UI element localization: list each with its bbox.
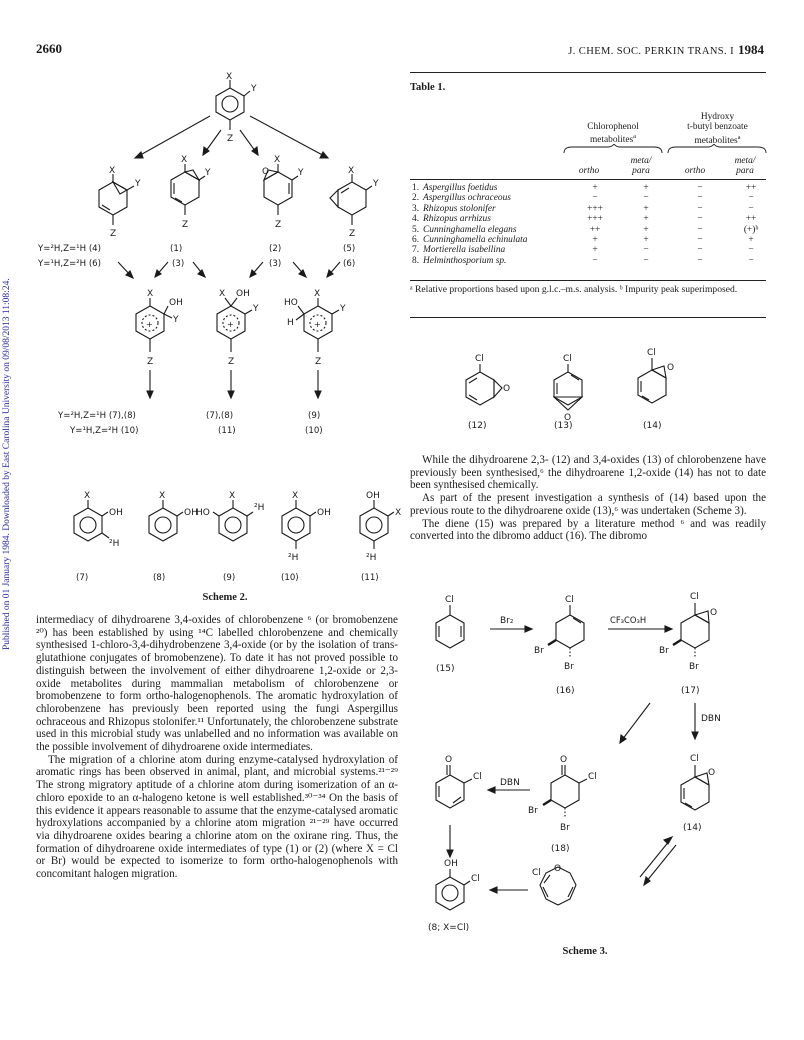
reagent-br2: Br₂ <box>500 616 514 626</box>
chlorophenol-meta-para: − <box>643 255 649 266</box>
hydroxy-ortho: − <box>697 183 703 193</box>
svg-text:Z: Z <box>147 357 154 367</box>
row-number: 4. <box>412 214 420 225</box>
col-ortho-2: ortho <box>684 166 706 176</box>
svg-text:(9): (9) <box>308 411 321 421</box>
svg-text:(3): (3) <box>269 259 282 269</box>
svg-text:(10): (10) <box>281 573 299 583</box>
table-footnote: ᵃ Relative proportions based upon g.l.c.–m.s. analysis. ᵇ Impurity peak superimposed. <box>410 284 738 295</box>
oxide-14 <box>638 358 666 403</box>
svg-text:(11): (11) <box>218 426 236 436</box>
svg-text:OH: OH <box>317 508 331 518</box>
chlorophenol-meta-para: + <box>643 224 649 235</box>
row-number: 7. <box>412 245 420 256</box>
cation-left <box>136 298 172 352</box>
svg-text:Br: Br <box>534 646 544 656</box>
svg-text:X: X <box>219 289 226 299</box>
chlorophenol-meta-para: − <box>643 245 649 256</box>
chlorophenol-ortho: +++ <box>587 214 603 225</box>
oxide-4-6 <box>99 174 134 225</box>
label-y1h-z2h-6: Y=¹H,Z=²H (6) <box>38 259 101 269</box>
svg-text:Y: Y <box>135 179 141 189</box>
download-watermark: Published on 01 January 1984. Downloaded by East Carolina University on 09/08/2013 11:08:24. <box>2 278 12 650</box>
svg-text:(2): (2) <box>269 244 282 254</box>
reagent-dbn-2: DBN <box>500 778 520 788</box>
svg-text:(17): (17) <box>681 686 700 696</box>
benzene-ring-top <box>216 80 250 130</box>
organism-name: Aspergillus foetidus <box>423 183 498 193</box>
svg-text:(3): (3) <box>172 259 185 269</box>
svg-text:O: O <box>445 755 453 765</box>
table-row <box>410 193 775 203</box>
phenol-8-cl <box>436 869 470 910</box>
svg-text:Br: Br <box>659 646 669 656</box>
svg-text:X: X <box>181 155 188 165</box>
svg-text:O: O <box>667 363 675 373</box>
svg-text:(6): (6) <box>343 259 356 269</box>
phenol-8 <box>149 500 183 541</box>
oxide-2-3 <box>264 164 298 215</box>
svg-text:HO: HO <box>196 508 210 518</box>
hydroxy-ortho: − <box>697 245 703 256</box>
reagent-dbn-1: DBN <box>701 714 721 724</box>
table-header-rule <box>410 179 766 180</box>
hydroxy-ortho: − <box>697 255 703 266</box>
journal-header <box>568 42 764 58</box>
diene-15 <box>436 605 464 648</box>
svg-text:O: O <box>554 864 562 874</box>
phenol-7 <box>74 500 109 541</box>
oxide-14-scheme3 <box>681 765 709 810</box>
svg-text:(18): (18) <box>551 844 570 854</box>
row-number: 6. <box>412 235 420 246</box>
right-column-text <box>410 454 766 543</box>
svg-text:Y: Y <box>205 168 211 178</box>
svg-text:(11): (11) <box>361 573 379 583</box>
svg-text:X: X <box>292 491 299 501</box>
svg-text:Y: Y <box>173 315 179 325</box>
table-header <box>410 108 766 168</box>
epoxide-17 <box>673 603 709 658</box>
table-row <box>410 183 775 193</box>
hydroxy-meta-para: − <box>748 193 754 204</box>
phenol-11 <box>360 500 394 549</box>
chlorophenol-meta-para: + <box>643 235 649 246</box>
svg-text:Z: Z <box>315 357 322 367</box>
left-paragraph-1: intermediacy of dihydroarene 3,4-oxides of chlorobenzene ⁶ (or bromobenzene ²⁰) has been established by using ¹⁴C labelled chlorobenzene and chemically synthesised 1-chloro-3,4-dihydrobenzene 3,4-oxide (or by the isolation of trans-glutathione conjugates of bromobenzene). To date it has not proved possible to distinguish between the involvement of either dihydroarene 1,2-oxide or 2,3-oxide metabolites during mammalian metabolism of chlorobenzene or bromobenzene to form ortho-halogenophenols. The aromatic hydroxylation of chlorobenzene has previously been reported using the fungi Aspergillus ochraceous and Rhizopus stolonifer.¹¹ Unfortunately, the chlorobenzene substrate used in this microbial study was unlabelled and no information was available on the possible involvement of dihydroarene oxide intermediates. <box>36 614 398 754</box>
table-end-rule <box>410 317 766 318</box>
svg-text:²H: ²H <box>366 553 377 563</box>
header-chlorophenol: Chlorophenol metabolites$^a$ <box>587 122 639 146</box>
svg-text:O: O <box>560 755 568 765</box>
table-row <box>410 256 775 266</box>
svg-text:OH: OH <box>236 289 250 299</box>
organism-name: Rhizopus stolonifer <box>423 203 496 214</box>
oxide-13 <box>554 364 582 410</box>
left-paragraph-2: The migration of a chlorine atom during enzyme-catalysed hydroxylation of aromatic rings has been observed in animal, plant, and microbial systems.²¹⁻²⁹ The strong migratory aptitude of a chlorine atom during isomerization of an α-chloro epoxide to an α-halogeno ketone is well established.³⁰⁻³⁴ On the basis of this evidence it appears reasonable to assume that the enzyme-catalysed aromatic hydroxylations accompanied by a chlorine atom migration ²¹⁻²⁹ have occurred via dihydroarene oxides bearing a chlorine atom on the oxirane ring. Thus, the formation of dihydroarene oxide intermediates of type (1) or (2) (where X = Cl or Br) would be expected to isomerize to form ortho-halogenophenols with concomitant halogen migration. <box>36 753 398 881</box>
svg-text:X: X <box>395 508 402 518</box>
scheme-2-figure <box>38 70 403 595</box>
svg-text:Cl: Cl <box>690 754 699 764</box>
table-bottom-rule <box>410 280 766 281</box>
svg-text:Br: Br <box>564 662 574 672</box>
svg-text:²H: ²H <box>288 553 299 563</box>
row-number: 8. <box>412 255 420 266</box>
col-ortho: ortho <box>578 166 600 176</box>
right-paragraph-2: As part of the present investigation a synthesis of (14) based upon the previous route to the dihydroarene oxide (13),⁶ was undertaken (Scheme 3). <box>410 492 766 517</box>
row-number: 2. <box>412 193 420 204</box>
svg-text:OH: OH <box>366 491 380 501</box>
hydroxy-meta-para: ++ <box>745 183 757 193</box>
table-body <box>410 183 775 266</box>
organism-name: Helminthosporium sp. <box>423 255 507 266</box>
svg-text:X: X <box>159 491 166 501</box>
svg-text:HO: HO <box>284 298 298 308</box>
chlorophenol-ortho: + <box>592 235 598 246</box>
svg-text:X: X <box>84 491 91 501</box>
hydroxy-meta-para: − <box>748 245 754 256</box>
label-y2h-z1h-4: Y=²H,Z=¹H (4) <box>38 244 101 254</box>
cation-middle <box>217 298 252 352</box>
svg-text:O: O <box>262 167 270 177</box>
svg-text:X: X <box>229 491 236 501</box>
oxide-5-6 <box>330 174 372 225</box>
svg-text:X: X <box>109 166 116 176</box>
hydroxy-meta-para: (+)ᵇ <box>743 224 759 235</box>
arrows-row2 <box>118 262 340 278</box>
svg-text:Z: Z <box>228 357 235 367</box>
hydroxy-ortho: − <box>697 235 703 246</box>
table-row <box>410 225 775 235</box>
header-meta-2: meta/ <box>734 156 756 166</box>
left-column-text <box>36 614 398 881</box>
row-number: 1. <box>412 183 420 193</box>
hydroxy-meta-para: ++ <box>745 214 757 225</box>
reagent-peracid: CF₃CO₃H <box>610 615 647 625</box>
svg-text:OH: OH <box>444 859 458 869</box>
scheme-2-caption: Scheme 2. <box>202 592 248 603</box>
hydroxy-ortho: − <box>697 224 703 235</box>
svg-text:(13): (13) <box>554 421 573 431</box>
svg-text:X: X <box>274 155 281 165</box>
svg-text:(16): (16) <box>556 686 575 696</box>
hydroxy-ortho: − <box>697 203 703 214</box>
organism-name: Cunninghamella elegans <box>423 224 517 235</box>
svg-text:Y: Y <box>340 304 346 314</box>
svg-text:X: X <box>348 166 355 176</box>
svg-text:(14): (14) <box>643 421 662 431</box>
hydroxy-meta-para: − <box>748 203 754 214</box>
svg-text:Br: Br <box>689 662 699 672</box>
svg-text:O: O <box>564 413 572 423</box>
svg-text:+: + <box>227 320 234 329</box>
journal-name: J. CHEM. SOC. PERKIN TRANS. I <box>568 46 734 57</box>
svg-text:Y: Y <box>298 168 304 178</box>
label-y1h-z2h-10: Y=¹H,Z=²H (10) <box>70 426 139 436</box>
svg-text:(12): (12) <box>468 421 487 431</box>
svg-text:Cl: Cl <box>647 348 656 358</box>
oxide-1-3 <box>171 164 205 215</box>
svg-text:Cl: Cl <box>475 354 484 364</box>
header-meta: meta/ <box>630 156 652 166</box>
label-x: X <box>226 72 233 82</box>
dienone <box>436 765 472 808</box>
svg-text:(10): (10) <box>305 426 323 436</box>
chlorophenol-ortho: + <box>592 183 598 193</box>
table-row <box>410 204 775 214</box>
svg-text:(15): (15) <box>436 664 455 674</box>
svg-text:OH: OH <box>109 508 123 518</box>
scheme-3-caption: Scheme 3. <box>562 946 608 957</box>
svg-text:O: O <box>710 608 718 618</box>
svg-text:Y: Y <box>253 304 259 314</box>
arrows-row3 <box>147 370 321 398</box>
chlorophenol-meta-para: + <box>643 203 649 214</box>
svg-text:Y: Y <box>373 179 379 189</box>
svg-text:(1): (1) <box>170 244 183 254</box>
chlorophenol-ortho: − <box>592 193 598 204</box>
header-hydroxy: Hydroxy t-butyl benzoate metabolites$^a$ <box>687 112 748 146</box>
organism-name: Cunninghamella echinulata <box>423 235 528 246</box>
hydroxy-meta-para: + <box>748 235 754 246</box>
svg-text:(5): (5) <box>343 244 356 254</box>
row-number: 5. <box>412 224 420 235</box>
svg-text:Z: Z <box>349 229 356 239</box>
svg-text:Cl: Cl <box>471 874 480 884</box>
dibromide-16 <box>548 605 584 658</box>
oxide-12 <box>466 364 502 405</box>
chlorophenol-ortho: + <box>592 245 598 256</box>
right-paragraph-3: The diene (15) was prepared by a literature method ⁶ and was readily converted into the dibromo adduct (16). The dibromo <box>410 517 766 543</box>
svg-text:X: X <box>147 289 154 299</box>
phenol-10 <box>282 500 316 549</box>
table-row <box>410 235 775 245</box>
label-z: Z <box>227 134 234 144</box>
svg-text:+: + <box>314 320 321 329</box>
svg-text:O: O <box>708 768 716 778</box>
svg-text:(8; X=Cl): (8; X=Cl) <box>428 923 470 933</box>
svg-text:Br: Br <box>560 823 570 833</box>
table-top-rule <box>410 72 766 73</box>
scheme-3-figure <box>410 585 770 935</box>
svg-text:Cl: Cl <box>563 354 572 364</box>
table-row <box>410 245 775 255</box>
chlorophenol-ortho: − <box>592 255 598 266</box>
label-y: Y <box>251 84 257 94</box>
svg-text:(7),(8): (7),(8) <box>206 411 234 421</box>
svg-text:OH: OH <box>184 508 198 518</box>
chlorophenol-meta-para: + <box>643 183 649 193</box>
svg-text:Cl: Cl <box>588 772 597 782</box>
chlorophenol-ortho: ++ <box>589 224 601 235</box>
svg-text:Z: Z <box>275 220 282 230</box>
svg-text:Cl: Cl <box>532 868 541 878</box>
hydroxy-meta-para: − <box>748 255 754 266</box>
ketone-18 <box>543 765 587 818</box>
page-number: 2660 <box>36 41 62 56</box>
phenol-9 <box>213 500 253 541</box>
svg-text:Cl: Cl <box>473 772 482 782</box>
svg-text:²H: ²H <box>254 503 265 513</box>
svg-text:+: + <box>146 320 153 329</box>
table-title: Table 1. <box>410 82 446 93</box>
label-y2h-z1h-7-8: Y=²H,Z=¹H (7),(8) <box>58 411 136 421</box>
svg-text:(14): (14) <box>683 823 702 833</box>
svg-text:H: H <box>287 318 294 328</box>
svg-text:²H: ²H <box>109 539 120 549</box>
chlorophenol-meta-para: − <box>643 193 649 204</box>
svg-text:Cl: Cl <box>690 592 699 602</box>
svg-text:(9): (9) <box>223 573 236 583</box>
svg-text:Cl: Cl <box>445 595 454 605</box>
hydroxy-ortho: − <box>697 193 703 204</box>
svg-text:Z: Z <box>110 229 117 239</box>
header-braces <box>560 144 770 154</box>
chlorophenol-ortho: +++ <box>587 203 603 214</box>
chlorophenol-meta-para: + <box>643 214 649 225</box>
svg-text:(7): (7) <box>76 573 89 583</box>
dihydroarene-oxides-figure <box>440 340 720 435</box>
organism-name: Mortierella isabellina <box>423 245 506 256</box>
col-para-2: para <box>736 166 754 176</box>
svg-text:Z: Z <box>182 220 189 230</box>
organism-name: Rhizopus arrhizus <box>423 214 491 225</box>
svg-text:OH: OH <box>169 298 183 308</box>
table-row <box>410 214 775 224</box>
hydroxy-ortho: − <box>697 214 703 225</box>
svg-text:X: X <box>314 289 321 299</box>
svg-text:(8): (8) <box>153 573 166 583</box>
row-number: 3. <box>412 203 420 214</box>
organism-name: Aspergillus ochraceous <box>423 193 511 204</box>
svg-text:Cl: Cl <box>565 595 574 605</box>
svg-text:O: O <box>503 384 511 394</box>
col-para: para <box>632 166 650 176</box>
journal-year: 1984 <box>738 42 764 57</box>
right-paragraph-1: While the dihydroarene 2,3- (12) and 3,4-oxides (13) of chlorobenzene have previously been synthesised,⁶ the dihydroarene 1,2-oxide (14) has not to date been synthesised chemically. <box>410 454 766 492</box>
svg-text:Br: Br <box>528 806 538 816</box>
